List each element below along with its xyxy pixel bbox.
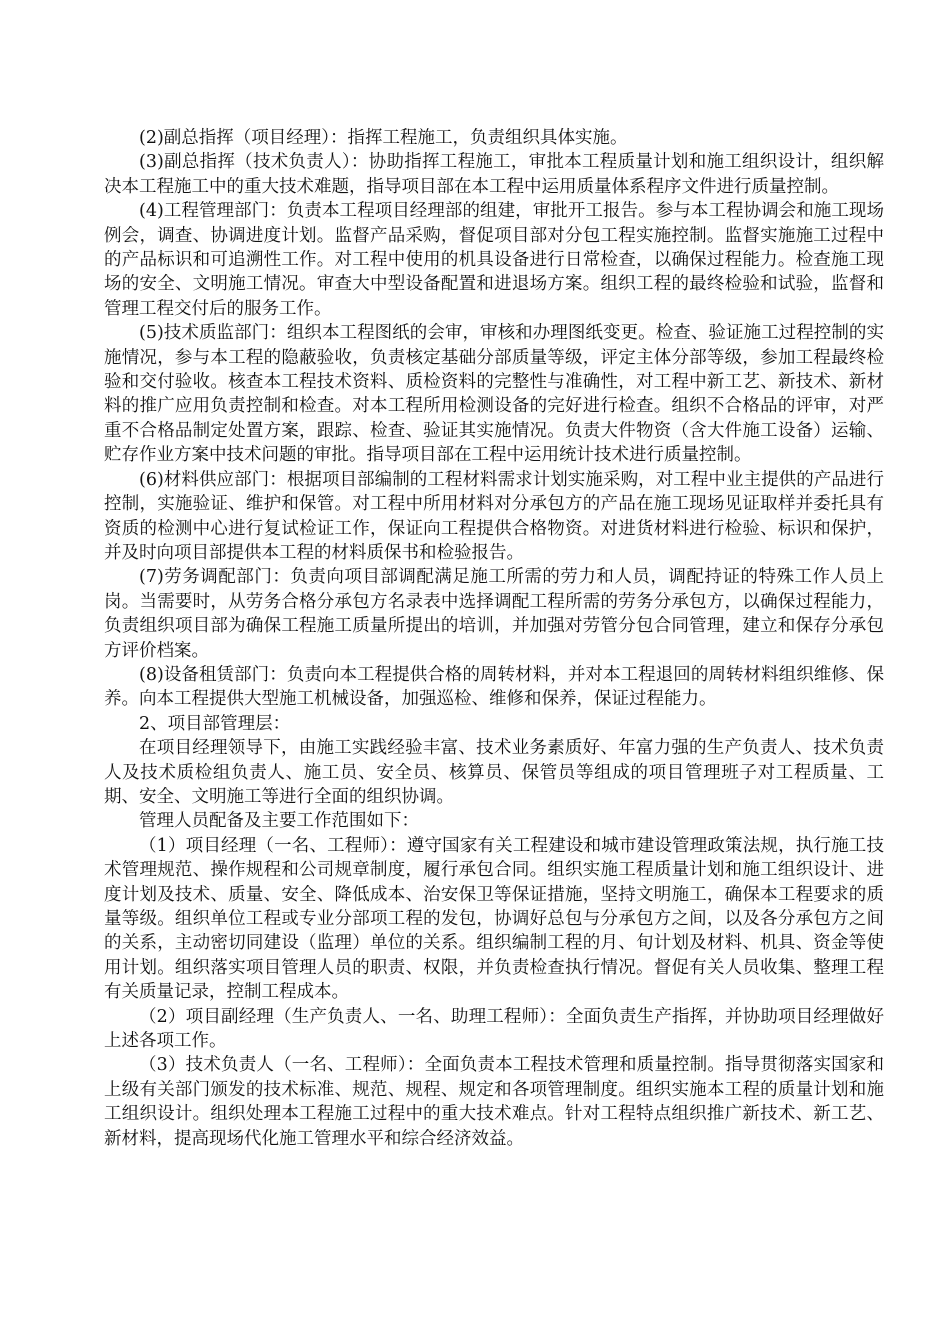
paragraph-materials-dept: (6)材料供应部门：根据项目部编制的工程材料需求计划实施采购，对工程中业主提供的产品进行控制，实施验证、维护和保管。对工程中所用材料对分承包方的产品在施工现场见证取样并委托具有资质的检测中心进行复试检证工作，保证向工程提供合格物资。对进货材料进行检验、标识和保护，并及时向项目部提供本工程的材料质保书和检验报告。 [104,469,884,563]
paragraph-labor-dept: (7)劳务调配部门：负责向项目部调配满足施工所需的劳力和人员，调配持证的特殊工作人员上岗。当需要时，从劳务合格分承包方名录表中选择调配工程所需的劳务分承包方，以确保过程能力，负责组织项目部为确保工程施工质量所提出的培训，并加强对劳管分包合同管理，建立和保存分承包方评价档案。 [104,567,884,661]
paragraph-quality-dept: (5)技术质监部门：组织本工程图纸的会审，审核和办理图纸变更。检查、验证施工过程控制的实施情况，参与本工程的隐蔽验收，负责核定基础分部质量等级，评定主体分部等级，参加工程最终检验和交付验收。核查本工程技术资料、质检资料的完整性与准确性，对工程中新工艺、新技术、新材料的推广应用负责控制和检查。对本工程所用检测设备的完好进行检查。组织不合格品的评审，对严重不合格品制定处置方案，跟踪、检查、验证其实施情况。负责大件物资（含大件施工设备）运输、贮存作业方案中技术问题的审批。指导项目部在工程中运用统计技术进行质量控制。 [104,323,884,466]
paragraph-deputy-manager: （2）项目副经理（生产负责人、一名、助理工程师）：全面负责生产指挥，并协助项目经理做好上述各项工作。 [104,1006,884,1052]
paragraph-deputy-commander-tech: (3)副总指挥（技术负责人）：协助指挥工程施工，审批本工程质量计划和施工组织设计，组织解决本工程施工中的重大技术难题，指导项目部在本工程中运用质量体系程序文件进行质量控制。 [104,152,884,197]
paragraph-equipment-dept: (8)设备租赁部门：负责向本工程提供合格的周转材料，并对本工程退回的周转材料组织维修、保养。向本工程提供大型施工机械设备，加强巡检、维修和保养，保证过程能力。 [104,664,884,710]
paragraph-deputy-commander-pm: (2)副总指挥（项目经理）：指挥工程施工，负责组织具体实施。 [139,128,628,148]
paragraph-project-manager: （1）项目经理（一名、工程师）：遵守国家有关工程建设和城市建设管理政策法规，执行施工技术管理规范、操作规程和公司规章制度，履行承包合同。组织实施工程质量计划和施工组织设计、进度计划及技术、质量、安全、降低成本、治安保卫等保证措施，坚持文明施工，确保本工程要求的质量等级。组织单位工程或专业分部项工程的发包，协调好总包与分承包方之间，以及各分承包方之间的关系，主动密切同建设（监理）单位的关系。组织编制工程的月、旬计划及材料、机具、资金等使用计划。组织落实项目管理人员的职责、权限，并负责检查执行情况。督促有关人员收集、整理工程有关质量记录，控制工程成本。 [104,835,884,1003]
section-heading-project-management: 2、项目部管理层： [139,713,291,734]
paragraph-engineering-dept: (4)工程管理部门：负责本工程项目经理部的组建，审批开工报告。参与本工程协调会和施工现场例会，调查、协调进度计划。监督产品采购，督促项目部对分包工程实施控制。监督实施施工过程中的产品标识和可追溯性工作。对工程中使用的机具设备进行日常检查，以确保过程能力。检查施工现场的安全、文明施工情况。审查大中型设备配置和进退场方案。组织工程的最终检验和试验，监督和管理工程交付后的服务工作。 [104,201,884,319]
paragraph-management-team: 在项目经理领导下，由施工实践经验丰富、技术业务素质好、年富力强的生产负责人、技术负责人及技术质检组负责人、施工员、安全员、核算员、保管员等组成的项目管理班子对工程质量、工期、安全、文明施工等进行全面的组织协调。 [104,738,884,807]
paragraph-technical-lead: （3）技术负责人（一名、工程师）：全面负责本工程技术管理和质量控制。指导贯彻落实国家和上级有关部门颁发的技术标准、规范、规程、规定和各项管理制度。组织实施本工程的质量计划和施工组织设计。组织处理本工程施工过程中的重大技术难点。针对工程特点组织推广新技术、新工艺、新材料，提高现场代化施工管理水平和综合经济效益。 [104,1055,884,1149]
paragraph-staffing-intro: 管理人员配备及主要工作范围如下： [139,811,419,832]
document-body [104,126,884,1151]
